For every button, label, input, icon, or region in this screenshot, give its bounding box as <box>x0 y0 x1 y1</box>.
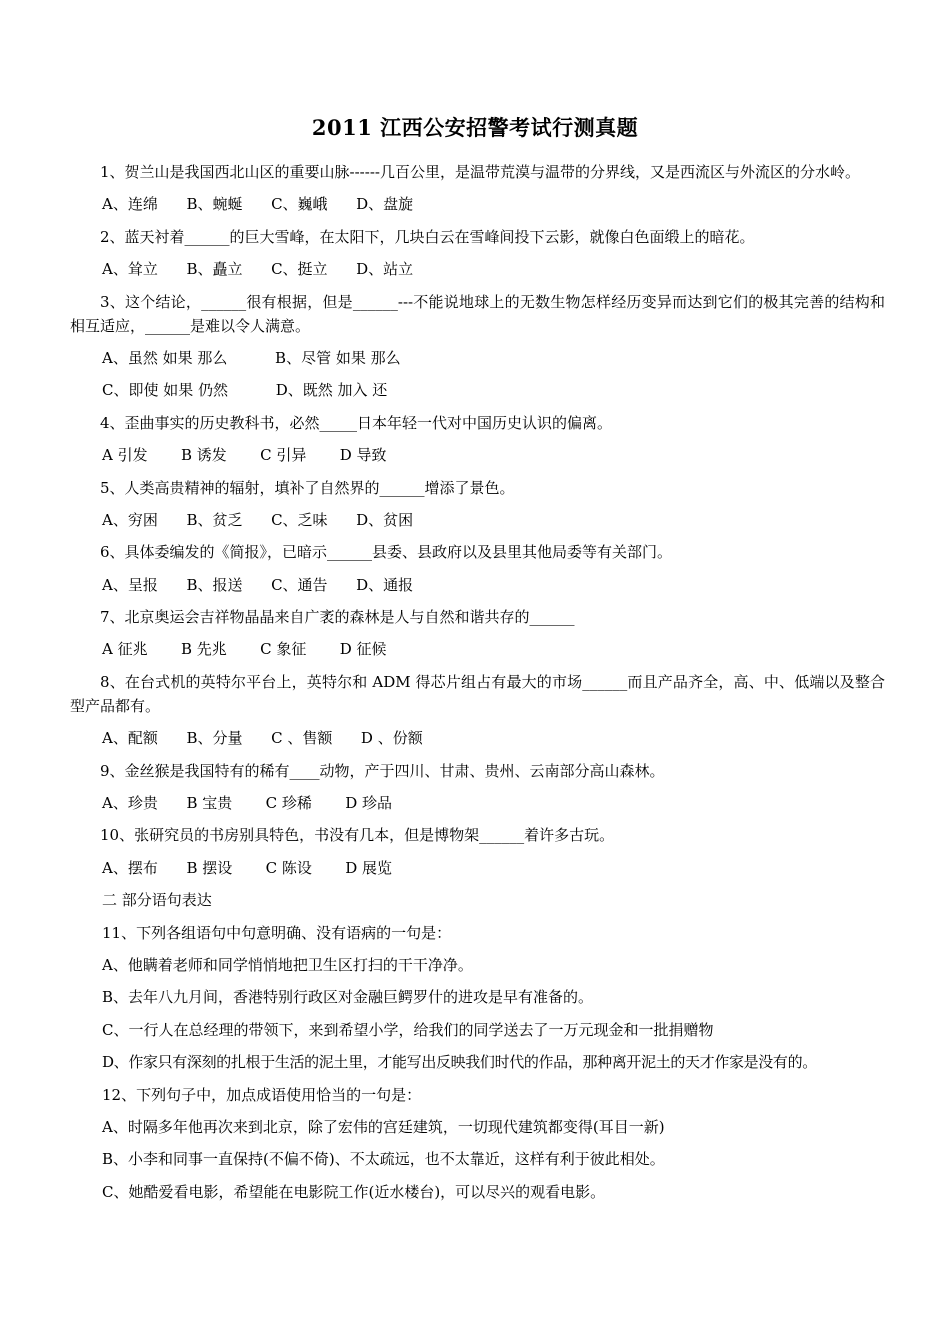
answer-options: A、珍贵 B 宝贵 C 珍稀 D 珍品 <box>102 794 393 813</box>
question-text: 5、人类高贵精神的辐射，填补了自然界的______增添了景色。 <box>100 478 515 497</box>
answer-options: A、呈报 B、报送 C、通告 D、通报 <box>102 575 414 594</box>
text-line: A、他瞒着老师和同学悄悄地把卫生区打扫的干干净净。 <box>102 955 473 974</box>
document-title: 2011 江西公安招警考试行测真题 <box>311 115 639 140</box>
text-line: 二 部分语句表达 <box>102 891 212 910</box>
question-text: 8、在台式机的英特尔平台上，英特尔和 ADM 得芯片组占有最大的市场______而且产品齐全，高、中、低端以及整合型产品都有。 <box>70 672 885 715</box>
answer-options: A、配额 B、分量 C 、售额 D 、份额 <box>102 729 423 748</box>
question-text: 2、蓝天衬着______的巨大雪峰，在太阳下，几块白云在雪峰间投下云影，就像白色面缎上的暗花。 <box>100 227 755 246</box>
text-line: C、一行人在总经理的带领下，来到希望小学，给我们的同学送去了一万元现金和一批捐赠物 <box>102 1020 714 1039</box>
answer-options: C、即使 如果 仍然 D、既然 加入 还 <box>102 381 388 400</box>
question-text: 7、北京奥运会吉祥物晶晶来自广袤的森林是人与自然和谐共存的______ <box>100 608 575 627</box>
text-line: 12、下列句子中，加点成语使用恰当的一句是： <box>102 1085 422 1104</box>
answer-options: A、摆布 B 摆设 C 陈设 D 展览 <box>102 858 393 877</box>
question-text: 10、张研究员的书房别具特色，书没有几本，但是博物架______着许多古玩。 <box>100 826 615 845</box>
text-line: 11、下列各组语句中句意明确、没有语病的一句是： <box>102 923 452 942</box>
question-text: 6、具体委编发的《简报》，已暗示______县委、县政府以及县里其他局委等有关部门。 <box>100 543 673 562</box>
text-line: D、作家只有深刻的扎根于生活的泥土里，才能写出反映我们时代的作品，那种离开泥土的天才作家是没有的。 <box>102 1053 817 1072</box>
answer-options: A 引发 B 诱发 C 引异 D 导致 <box>102 446 387 465</box>
answer-options: A、穷困 B、贫乏 C、乏味 D、贫困 <box>102 510 414 529</box>
answer-options: A、虽然 如果 那么 B、尽管 如果 那么 <box>102 348 401 367</box>
document-body <box>70 160 885 1212</box>
text-line: A、时隔多年他再次来到北京，除了宏伟的宫廷建筑，一切现代建筑都变得(耳目一新) <box>102 1117 665 1136</box>
text-line: C、她酷爱看电影，希望能在电影院工作(近水楼台)，可以尽兴的观看电影。 <box>102 1182 606 1201</box>
answer-options: A、连绵 B、蜿蜒 C、巍峨 D、盘旋 <box>102 195 414 214</box>
text-line: B、小李和同事一直保持(不偏不倚)、不太疏远，也不太靠近，这样有利于彼此相处。 <box>102 1150 665 1169</box>
answer-options: A 征兆 B 先兆 C 象征 D 征候 <box>102 640 387 659</box>
answer-options: A、耸立 B、矗立 C、挺立 D、站立 <box>102 260 414 279</box>
question-text: 1、贺兰山是我国西北山区的重要山脉------几百公里，是温带荒漠与温带的分界线，又是西流区与外流区的分水岭。 <box>100 163 860 181</box>
text-line: B、去年八九月间，香港特别行政区对金融巨鳄罗什的进攻是早有准备的。 <box>102 988 594 1007</box>
question-text: 9、金丝猴是我国特有的稀有____动物，产于四川、甘肃、贵州、云南部分高山森林。 <box>100 761 665 780</box>
question-text: 3、这个结论，______很有根据，但是______---不能说地球上的无数生物怎样经历变异而达到它们的极其完善的结构和相互适应，______是难以令人满意。 <box>70 292 885 335</box>
question-text: 4、歪曲事实的历史教科书，必然_____日本年轻一代对中国历史认识的偏离。 <box>100 413 613 432</box>
